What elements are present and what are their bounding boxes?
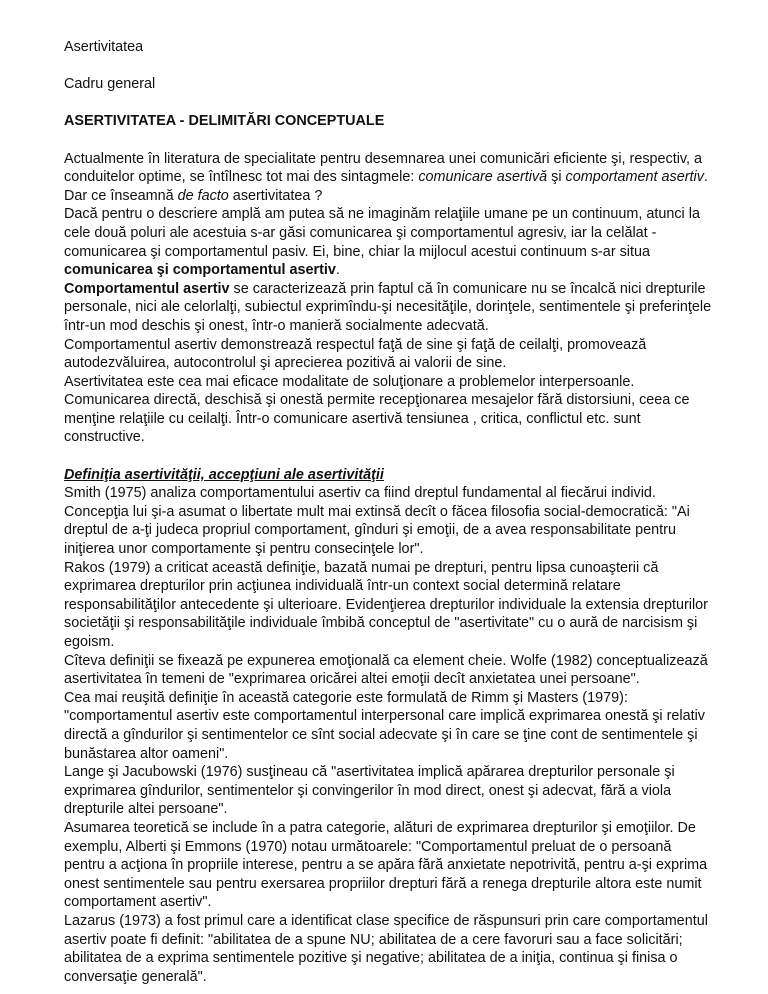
smith-paragraph: Smith (1975) analiza comportamentului asertiv ca fiind dreptul fundamental al fiecărui individ. Concepţia lui şi-a asumat o libertate mult mai extinsă decît o făcea filosofia social-democratică: "Ai dreptul de a-ţi judeca propriul comportament, gînduri şi emoţii, de a avea responsabilitate pentru iniţierea unor comportamente şi pentru consecinţele lor". — [64, 485, 690, 558]
respect-paragraph: Comportamentul asertiv demonstrează respectul faţă de sine şi faţă de ceilalţi, promovează autodezvăluirea, autocontrolul şi aprecierea pozitivă ai valorii de sine. — [64, 336, 647, 372]
alberti-paragraph: Asumarea teoretică se include în a patra categorie, alături de exprimarea drepturilor şi emoţiilor. De exemplu, Alberti şi Emmons (1970) notau următoarele: "Comportamentul preluat de o persoană pentru a acţiona în propriile interese, pentru a se apăra fără anxietate nepotrivită, pentru a-şi exprima onest sentimentele sau pentru exersarea propriilor drepturi fără a renega drepturile altora este numit comportament asertiv". — [64, 819, 708, 911]
spacer — [64, 94, 714, 113]
definition-subheading: Definiţia asertivităţii, accepţiuni ale asertivităţii — [64, 466, 384, 483]
direct-communication-paragraph: Comunicarea directă, deschisă şi onestă permite recepţionarea mesajelor fără distorsiuni, ceea ce menţine relaţiile cu ceilalţi. Într-o comunicare asertivă tensiunea , critica, conflictul etc. sunt constructive. — [64, 392, 690, 446]
spacer — [64, 131, 714, 150]
spacer — [64, 57, 714, 76]
wolfe-paragraph: Cîteva definiţii se fixează pe expunerea emoţională ca element cheie. Wolfe (1982) conceptualizează asertivitatea în temeni de "exprimarea oricărei altei emoţii decît anxietatea unei persoane". — [64, 652, 708, 688]
efficiency-paragraph: Asertivitatea este cea mai eficace modalitate de soluţionare a problemelor interpersoanle. — [64, 373, 635, 390]
lange-paragraph: Lange şi Jacubowski (1976) susţineau că "asertivitatea implică apărarea drepturilor personale şi exprimarea gîndurilor, sentimentelor şi convingerilor în mod direct, onest şi adecvat, fără a viola drepturile altei persoane". — [64, 764, 675, 818]
rimm-masters-paragraph: Cea mai reuşită definiţie în această categorie este formulată de Rimm şi Masters (1979): "comportamentul asertiv este comportamentul interpersonal care implică exprimarea onestă şi relativ directă a gîndurilor şi sentimentelor ce sînt social adecvate şi în care se ţine cont de sentimentele şi bunăstarea altor oameni". — [64, 689, 705, 762]
behavior-paragraph: Comportamentul asertiv se caracterizează prin faptul că în comunicare nu se încalcă nici drepturile personale, nici ale celorlalţi, subiectul exprimîndu-şi necesităţile, dorinţele, sentimentele şi preferinţele într-un mod deschis şi onest, într-o manieră socialmente adecvată. — [64, 280, 712, 334]
rakos-paragraph: Rakos (1979) a criticat această definiţie, bazată numai pe drepturi, pentru lipsa cunoaşterii că exprimarea drepturilor prin acţiunea individuală într-un context social determină relatare responsabilităţilor antecedente şi ulterioare. Evidenţierea drepturilor individuale la extensia drepturilor societăţii şi responsabilităţile individuale îmbibă conceptul de "asertivitate" cu o aură de narcisism şi egoism. — [64, 559, 708, 650]
document-title: Asertivitatea — [64, 39, 144, 55]
intro-paragraph: Actualmente în literatura de specialitate pentru desemnarea unei comunicări eficiente şi, respectiv, a conduitelor optime, se întîlnesc tot mai des sintagmele: comunicare asertivă şi comportament asertiv. Dar ce înseamnă de facto asertivitatea ? — [64, 150, 708, 204]
chapter-heading: Cadru general — [64, 76, 156, 93]
spacer — [64, 447, 714, 466]
document-page — [64, 38, 714, 986]
section-title: ASERTIVITATEA - DELIMITĂRI CONCEPTUALE — [64, 113, 385, 130]
continuum-paragraph: Dacă pentru o descriere amplă am putea să ne imaginăm relaţiile umane pe un continuum, atunci la cele două poluri ale acestuia s-ar găsi comunicarea şi comportamentul agresiv, iar la celălat - comunicarea şi comportamentul pasiv. Ei, bine, chiar la mijlocul acestui continuum s-ar situa comunicarea şi comportamentul asertiv. — [64, 206, 700, 279]
lazarus-paragraph: Lazarus (1973) a fost primul care a identificat clase specifice de răspunsuri prin care comportamentul asertiv poate fi definit: "abilitatea de a spune NU; abilitatea de a cere favoruri sau a face solicitări; abilitatea de a exprima sentimentele pozitive şi negative; abilitatea de a iniţia, continua şi finisa o conversaţie generală". — [64, 912, 708, 985]
